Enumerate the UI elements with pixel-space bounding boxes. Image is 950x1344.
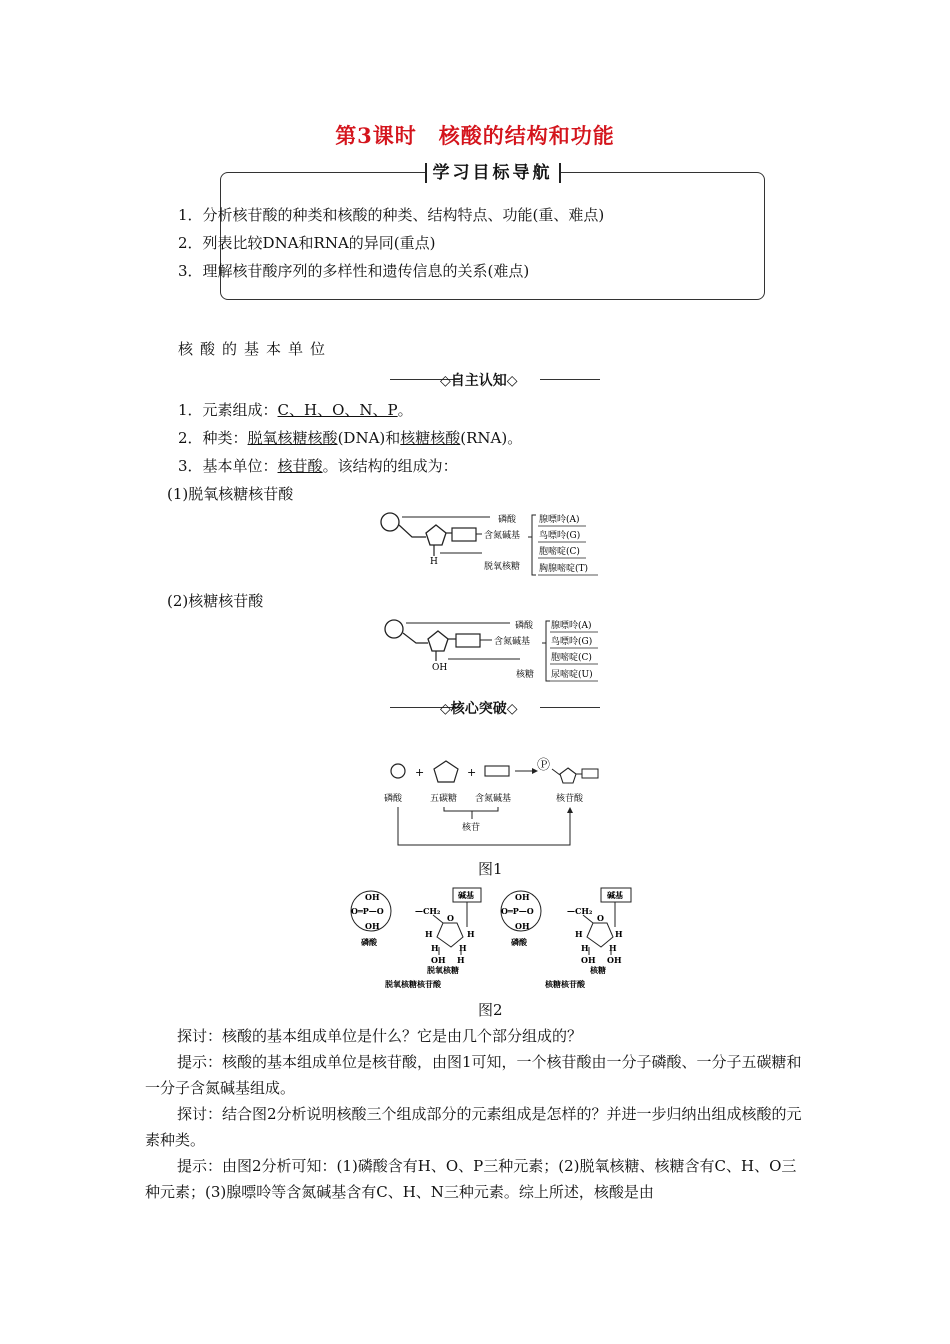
base-item: 鸟嘌呤(G) [539,531,581,541]
discussion-question: 探讨：核酸的基本组成单位是什么？它是由几个部分组成的？ [177,1027,583,1045]
self-study-item-1: 1．元素组成：C、H、O、N、P。 [178,401,413,419]
base-label: 含氮碱基 [494,637,531,647]
plus-sign: + [415,766,425,779]
base-item: 尿嘧啶(U) [551,670,593,680]
core-label: ◇核心突破◇ [440,701,518,717]
svg-text:H: H [581,943,589,953]
svg-text:O: O [447,913,454,923]
svg-text:OH: OH [431,955,446,965]
fig2-base: 碱基 [458,890,474,900]
base-label: 含氮碱基 [484,531,521,541]
figure-1-diagram [380,755,620,855]
base-item: 鸟嘌呤(G) [551,637,593,647]
self-study-item-3: 3．基本单位：核苷酸。该结构的组成为： [178,457,458,475]
goal-item: 1．分析核苷酸的种类和核酸的种类、结构特点、功能(重、难点) [178,206,605,224]
base-item: 胸腺嘧啶(T) [539,564,589,574]
self-study-item-2: 2．种类：脱氧核糖核酸(DNA)和核糖核酸(RNA)。 [178,429,523,447]
sub-heading-ribo: (2)核糖核苷酸 [167,592,264,610]
divider-line [540,379,600,380]
svg-text:H: H [467,929,475,939]
phosphate-label: 磷酸 [515,621,534,631]
goal-item: 2．列表比较DNA和RNA的异同(重点) [178,234,436,252]
svg-text:H: H [615,929,623,939]
base-item: 胞嘧啶(C) [551,653,592,663]
learning-goals-label: 学习目标导航 [0,158,950,183]
plus-sign: + [467,766,477,779]
section-heading: 核酸的基本单位 [178,340,333,358]
sugar-label: 脱氧核糖 [484,562,521,572]
divider-line [540,707,600,708]
phosphate-label: 磷酸 [498,515,517,525]
fig2-phosphate: 磷酸 [511,937,527,947]
discussion-block [145,1023,805,1205]
fig2-left-sugar: 脱氧核糖 [427,965,459,975]
svg-text:H: H [575,929,583,939]
svg-text:OH: OH [515,921,530,931]
fig1-base: 含氮碱基 [475,794,512,804]
svg-text:H: H [457,955,465,965]
p-symbol: Ⓟ [537,758,551,773]
base-item: 腺嘌呤(A) [551,621,592,631]
discussion-hint: 提示：核酸的基本组成单位是核苷酸，由图1可知，一个核苷酸由一分子磷酸、一分子五碳糖和一分子含氮碱基组成。 [145,1053,802,1097]
figure-2-diagram [345,885,635,995]
svg-text:O═P—O: O═P—O [501,906,534,916]
svg-text:OH: OH [607,955,622,965]
figure-1-caption: 图1 [478,860,503,878]
fig1-phosphate: 磷酸 [384,794,403,804]
fig2-right-sugar: 核糖 [590,965,606,975]
svg-text:H: H [609,943,617,953]
figure-2-caption: 图2 [478,1001,503,1019]
svg-text:O: O [597,913,604,923]
base-item: 胞嘧啶(C) [539,547,580,557]
sugar-label: 核糖 [516,670,535,680]
svg-text:—CH₂: —CH₂ [415,906,441,916]
svg-text:H: H [431,943,439,953]
sub-heading-deoxy: (1)脱氧核糖核苷酸 [167,485,294,503]
fig1-nucleoside: 核苷 [462,823,481,833]
svg-text:—CH₂: —CH₂ [567,906,593,916]
self-study-label: ◇自主认知◇ [440,373,518,389]
discussion-hint: 提示：由图2分析可知：(1)磷酸含有H、O、P三种元素；(2)脱氧核糖、核糖含有C、H、O三种元素；(3)腺嘌呤等含氮碱基含有C、H、N三种元素。综上所述，核酸是由 [145,1157,797,1201]
fig2-base: 碱基 [607,890,623,900]
fig1-nucleotide: 核苷酸 [556,794,584,804]
deoxyribonucleotide-diagram [370,505,610,585]
fig2-left-name: 脱氧核糖核苷酸 [385,979,441,989]
sugar-group: OH [432,663,448,673]
fig2-phosphate: 磷酸 [361,937,377,947]
ribonucleotide-diagram [370,613,610,688]
fig2-right-name: 核糖核苷酸 [545,979,585,989]
fig1-sugar: 五碳糖 [430,794,458,804]
svg-text:OH: OH [365,892,380,902]
sugar-group: H [430,557,438,567]
goal-item: 3．理解核苷酸序列的多样性和遗传信息的关系(难点) [178,262,530,280]
base-item: 腺嘌呤(A) [539,515,580,525]
svg-text:OH: OH [365,921,380,931]
svg-text:H: H [459,943,467,953]
svg-text:OH: OH [581,955,596,965]
svg-text:H: H [425,929,433,939]
discussion-question: 探讨：结合图2分析说明核酸三个组成部分的元素组成是怎样的？并进一步归纳出组成核酸的元素种类。 [145,1105,802,1149]
page-title: 第3课时 核酸的结构和功能 [335,123,615,148]
svg-text:O═P—O: O═P—O [351,906,384,916]
svg-text:OH: OH [515,892,530,902]
